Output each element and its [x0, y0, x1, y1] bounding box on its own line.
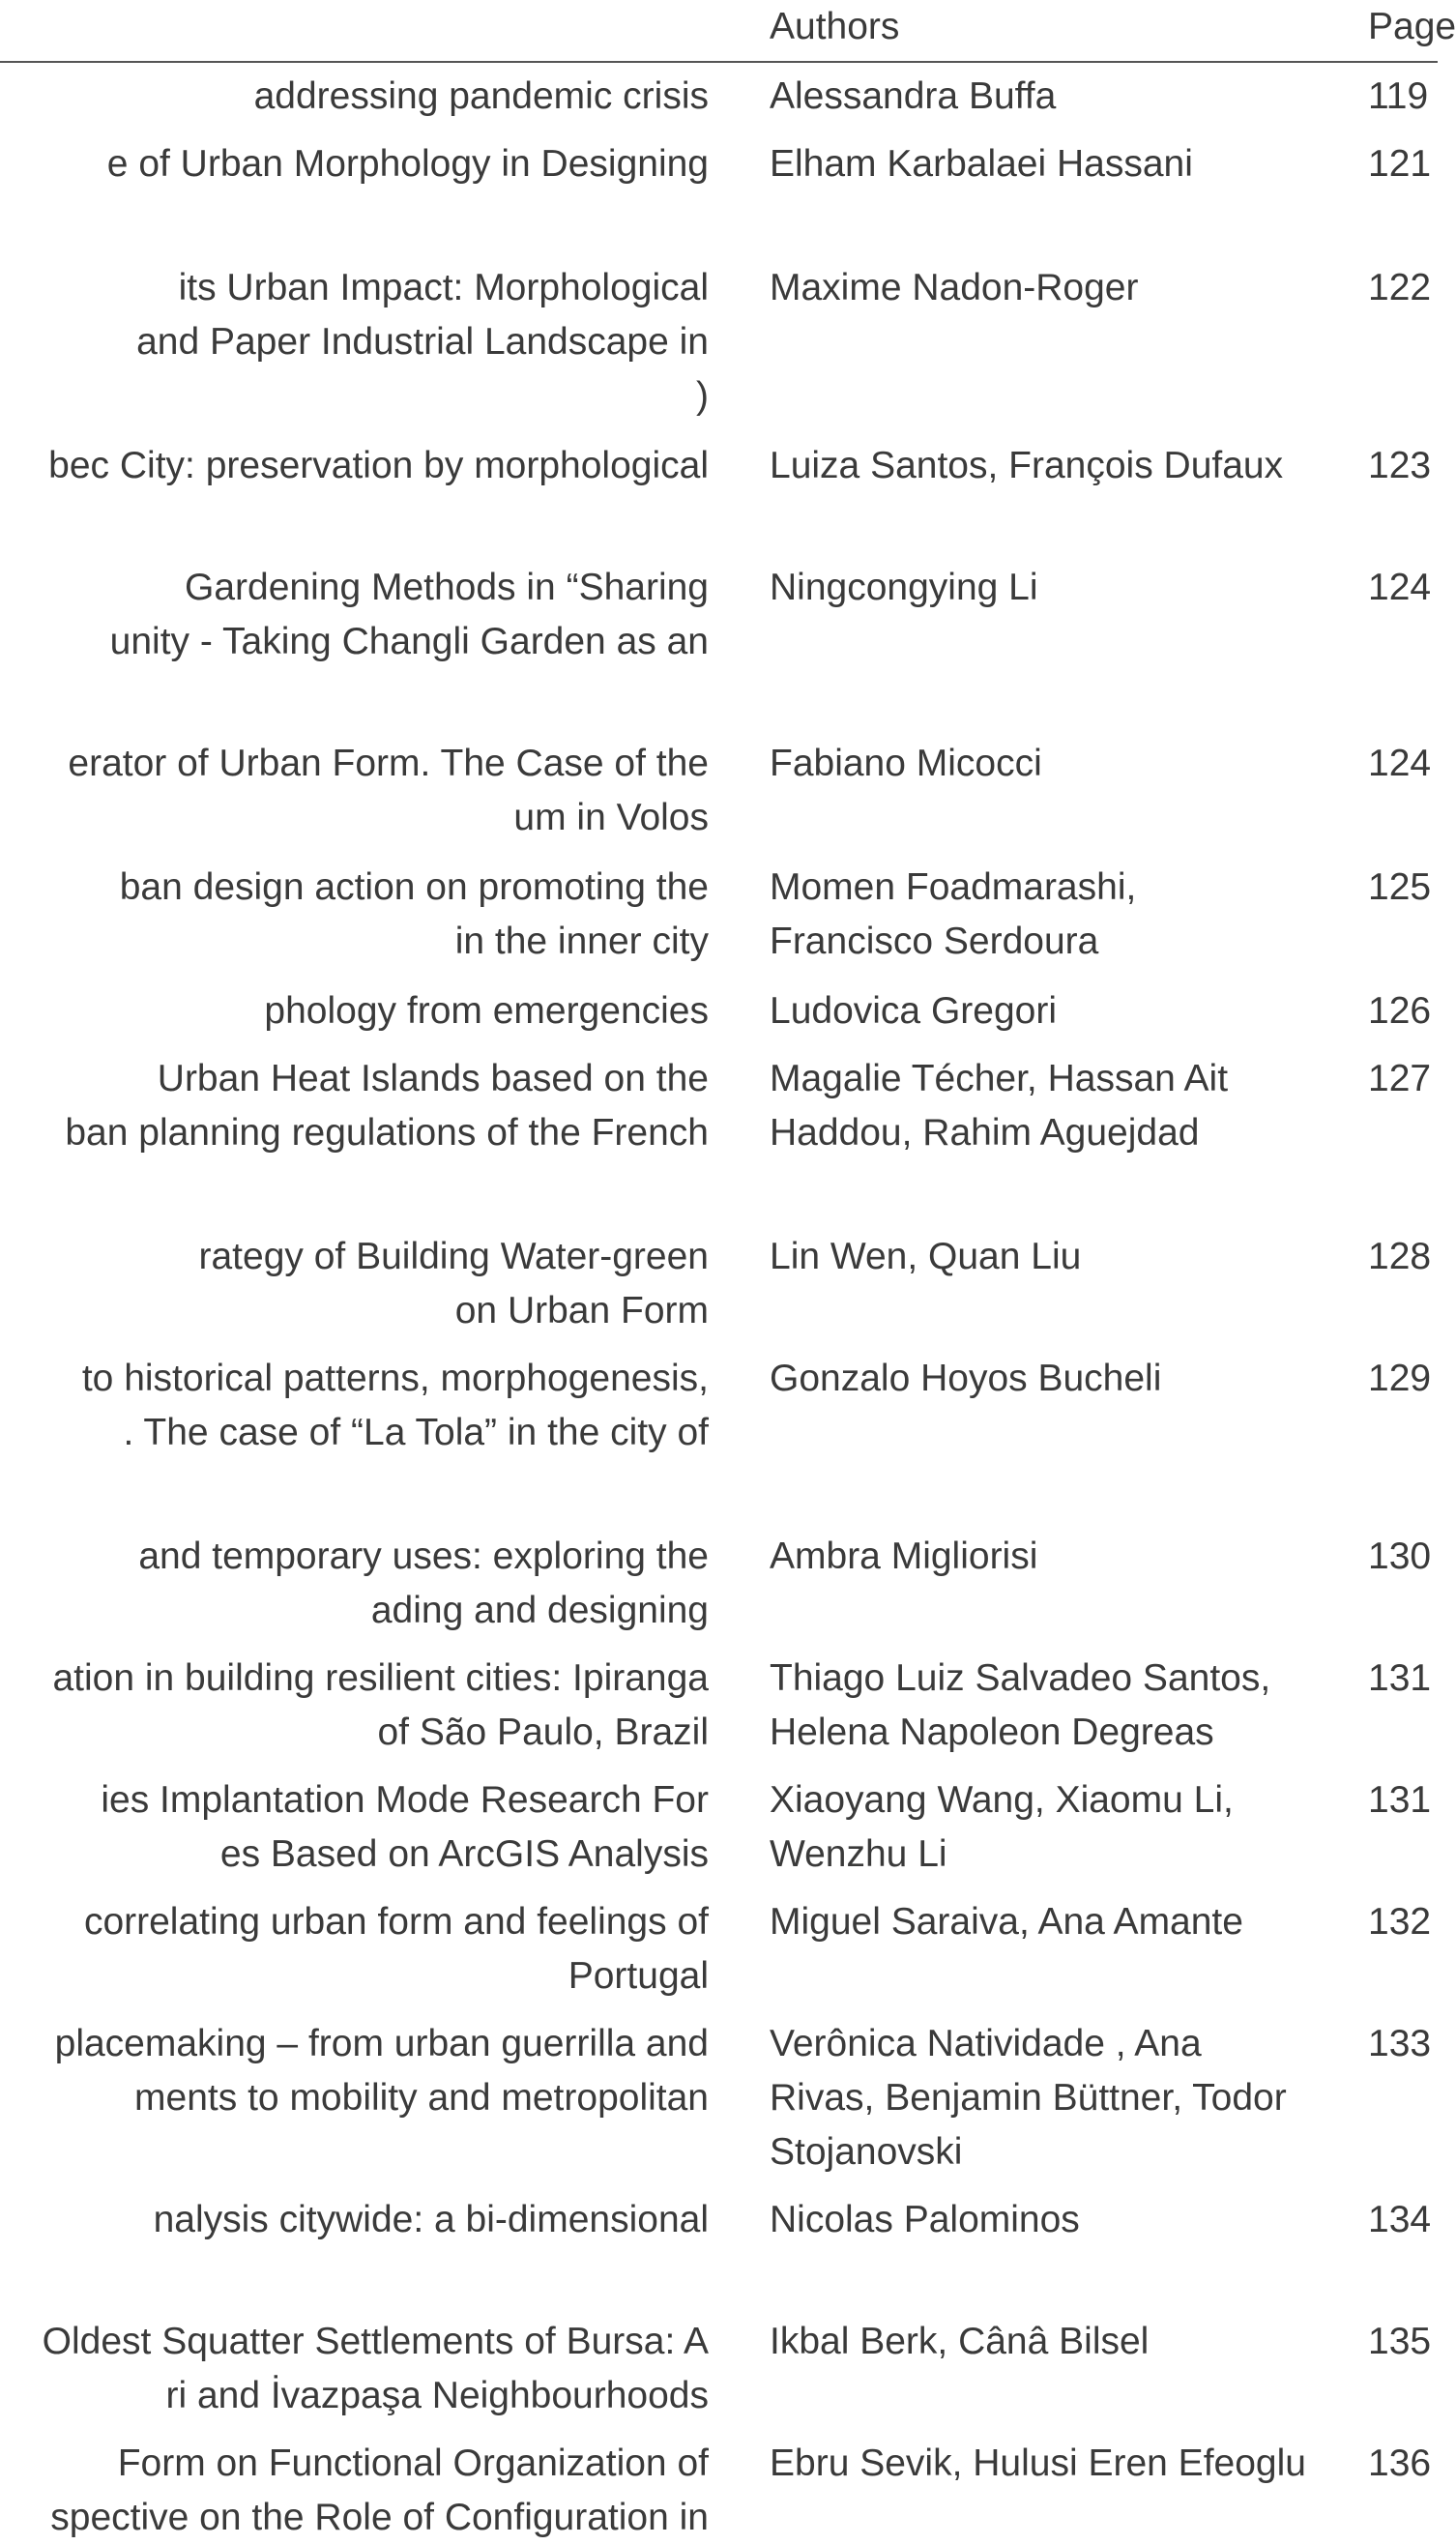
title-line: Gardening Methods in “Sharing	[185, 567, 709, 608]
row-title	[43, 2315, 709, 2423]
row-title	[199, 1230, 710, 1338]
row-title	[52, 1652, 709, 1760]
title-line: and Paper Industrial Landscape in	[136, 321, 709, 363]
title-line: es Based on ArcGIS Analysis	[219, 1833, 709, 1875]
author-line: Rivas, Benjamin Büttner, Todor	[770, 2077, 1287, 2119]
row-page: 136	[1368, 2443, 1432, 2484]
row-page: 124	[1368, 743, 1432, 784]
row-title	[138, 1530, 709, 1638]
title-line: in the inner city	[454, 921, 709, 962]
title-line: . The case of “La Tola” in the city of	[123, 1412, 709, 1453]
row-authors	[770, 70, 1056, 124]
row-authors	[770, 439, 1283, 493]
row-authors	[770, 1052, 1228, 1160]
row-page: 126	[1368, 990, 1432, 1032]
row-authors	[770, 984, 1057, 1038]
author-line: Verônica Natividade , Ana	[770, 2023, 1202, 2064]
row-page: 128	[1368, 1236, 1432, 1277]
row-page: 133	[1368, 2023, 1432, 2064]
author-line: Lin Wen, Quan Liu	[770, 1236, 1082, 1277]
row-page: 131	[1368, 1657, 1432, 1699]
row-title	[264, 984, 709, 1038]
title-line: Oldest Squatter Settlements of Bursa: A	[42, 2321, 709, 2362]
author-line: Wenzhu Li	[770, 1833, 947, 1875]
author-line: Alessandra Buffa	[770, 75, 1057, 117]
title-line: bec City: preservation by morphological	[48, 445, 709, 486]
author-line: Stojanovski	[770, 2131, 963, 2173]
row-page: 127	[1368, 1058, 1432, 1099]
author-line: Ikbal Berk, Cânâ Bilsel	[770, 2321, 1150, 2362]
row-page: 130	[1368, 1536, 1432, 1577]
title-line: spective on the Role of Configuration in	[50, 2497, 709, 2538]
row-authors	[770, 1530, 1037, 1584]
row-authors	[770, 737, 1042, 791]
row-title	[136, 261, 709, 424]
author-line: Haddou, Rahim Aguejdad	[770, 1112, 1200, 1154]
row-page: 121	[1368, 143, 1432, 185]
title-line: ban planning regulations of the French	[65, 1112, 709, 1154]
row-title	[68, 737, 709, 845]
title-line: its Urban Impact: Morphological	[178, 267, 709, 308]
author-line: Gonzalo Hoyos Bucheli	[770, 1358, 1162, 1399]
row-authors	[770, 137, 1193, 191]
row-page: 119	[1368, 75, 1429, 117]
row-page: 124	[1368, 567, 1432, 608]
title-line: correlating urban form and feelings of	[83, 1901, 709, 1943]
title-line: and temporary uses: exploring the	[138, 1536, 709, 1577]
row-page: 123	[1368, 445, 1432, 486]
row-title	[154, 2193, 709, 2247]
author-line: Thiago Luiz Salvadeo Santos,	[770, 1657, 1271, 1699]
row-authors	[770, 1652, 1270, 1760]
author-line: Xiaoyang Wang, Xiaomu Li,	[770, 1779, 1234, 1821]
row-page: 129	[1368, 1358, 1432, 1399]
row-authors	[770, 861, 1136, 969]
title-line: nalysis citywide: a bi-dimensional	[153, 2199, 709, 2240]
title-line: Portugal	[568, 1955, 709, 1997]
author-line: Ningcongying Li	[770, 567, 1038, 608]
row-title	[254, 70, 709, 124]
author-line: Nicolas Palominos	[770, 2199, 1080, 2240]
row-title	[82, 1352, 709, 1460]
title-line: Form on Functional Organization of	[117, 2443, 709, 2484]
row-authors	[770, 561, 1038, 615]
header-rule	[0, 61, 1438, 63]
author-line: Ludovica Gregori	[770, 990, 1057, 1032]
row-authors	[770, 2017, 1287, 2179]
row-authors	[770, 1352, 1161, 1406]
row-title	[101, 1773, 709, 1882]
author-line: Magalie Técher, Hassan Ait	[770, 1058, 1229, 1099]
title-line: ments to mobility and metropolitan	[134, 2077, 709, 2119]
row-authors	[770, 2315, 1149, 2369]
title-line: um in Volos	[513, 797, 709, 838]
author-line: Elham Karbalaei Hassani	[770, 143, 1193, 185]
row-authors	[770, 261, 1139, 315]
title-line: phology from emergencies	[264, 990, 709, 1032]
row-page: 134	[1368, 2199, 1432, 2240]
title-line: placemaking – from urban guerrilla and	[54, 2023, 709, 2064]
row-authors	[770, 2193, 1080, 2247]
title-line: )	[696, 375, 709, 417]
row-authors	[770, 1230, 1081, 1284]
row-title	[48, 439, 709, 493]
title-line: unity - Taking Changli Garden as an	[109, 621, 709, 662]
title-line: ies Implantation Mode Research For	[101, 1779, 709, 1821]
row-title	[84, 1895, 709, 2004]
row-page: 132	[1368, 1901, 1432, 1943]
author-line: Luiza Santos, François Dufaux	[770, 445, 1284, 486]
row-authors	[770, 2437, 1306, 2491]
author-line: Miguel Saraiva, Ana Amante	[770, 1901, 1243, 1943]
author-line: Francisco Serdoura	[770, 921, 1099, 962]
author-line: Fabiano Micocci	[770, 743, 1042, 784]
header-authors: Authors	[770, 6, 900, 47]
row-page: 125	[1368, 866, 1432, 908]
row-page: 122	[1368, 267, 1432, 308]
title-line: Urban Heat Islands based on the	[157, 1058, 709, 1099]
row-authors	[770, 1773, 1234, 1882]
row-page: 131	[1368, 1779, 1432, 1821]
author-line: Ambra Migliorisi	[770, 1536, 1038, 1577]
header-pages: Page	[1368, 6, 1456, 47]
row-title	[107, 137, 709, 191]
row-title	[50, 2437, 709, 2545]
title-line: rategy of Building Water-green	[198, 1236, 709, 1277]
title-line: erator of Urban Form. The Case of the	[68, 743, 709, 784]
title-line: ri and İvazpaşa Neighbourhoods	[165, 2375, 709, 2416]
row-title	[120, 861, 709, 969]
row-title	[65, 1052, 709, 1160]
row-title	[55, 2017, 709, 2125]
title-line: on Urban Form	[454, 1290, 709, 1331]
author-line: Ebru Sevik, Hulusi Eren Efeoglu	[770, 2443, 1306, 2484]
title-line: ading and designing	[370, 1590, 709, 1631]
title-line: ation in building resilient cities: Ipiranga	[52, 1657, 709, 1699]
title-line: ban design action on promoting the	[119, 866, 709, 908]
title-line: e of Urban Morphology in Designing	[106, 143, 709, 185]
row-title	[110, 561, 709, 669]
title-line: addressing pandemic crisis	[253, 75, 709, 117]
title-line: of São Paulo, Brazil	[377, 1711, 709, 1753]
row-page: 135	[1368, 2321, 1432, 2362]
author-line: Maxime Nadon-Roger	[770, 267, 1139, 308]
row-authors	[770, 1895, 1243, 1949]
author-line: Helena Napoleon Degreas	[770, 1711, 1214, 1753]
author-line: Momen Foadmarashi,	[770, 866, 1137, 908]
title-line: to historical patterns, morphogenesis,	[81, 1358, 709, 1399]
